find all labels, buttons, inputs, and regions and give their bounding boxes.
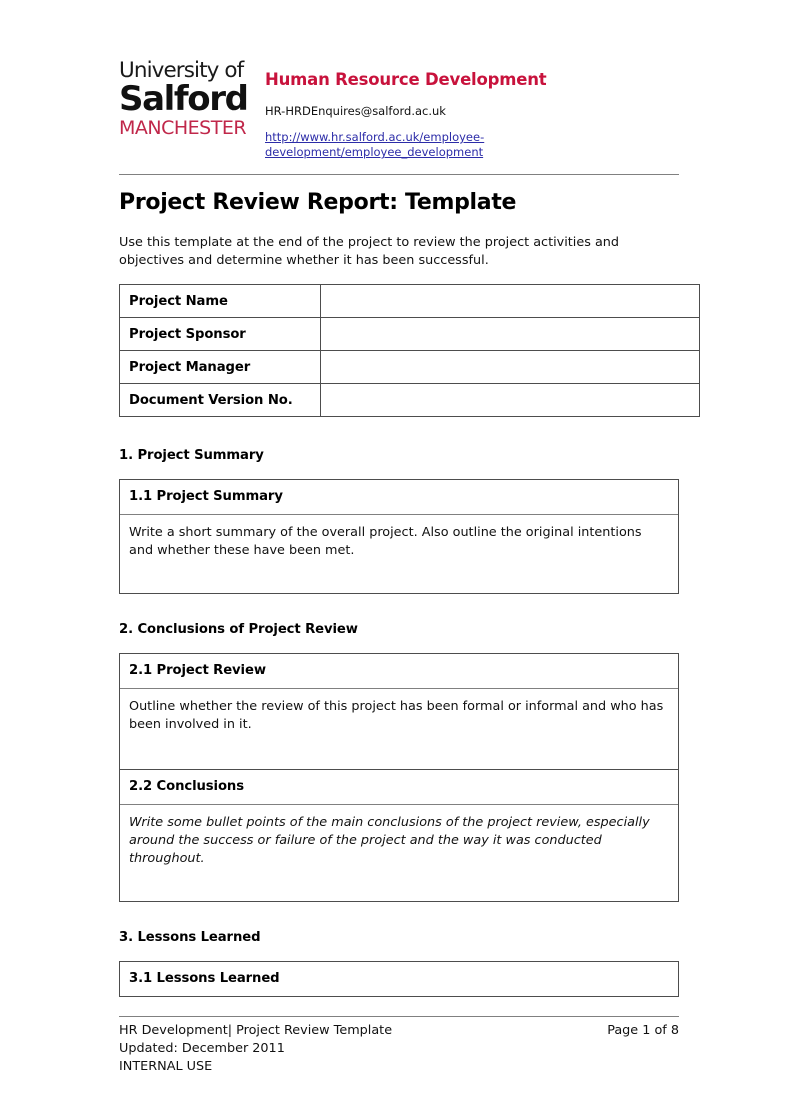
footer-line-2: Updated: December 2011	[119, 1041, 285, 1057]
logo-line-university: University of	[119, 58, 244, 83]
info-value-project-name[interactable]	[321, 285, 700, 318]
box-header-1-1: 1.1 Project Summary	[120, 480, 678, 515]
table-row	[120, 351, 700, 384]
footer-line-3: INTERNAL USE	[119, 1059, 213, 1075]
intro-paragraph: Use this template at the end of the project to review the project activities and objectives and determine whether it has been successful.	[119, 235, 620, 269]
logo-line-manchester: MANCHESTER	[119, 117, 247, 139]
department-title: Human Resource Development	[265, 70, 547, 89]
section-heading-3: 3. Lessons Learned	[119, 930, 261, 945]
table-row	[120, 318, 700, 351]
document-footer	[119, 1022, 679, 1076]
box-header-3-1: 3.1 Lessons Learned	[129, 971, 280, 986]
box-header-2-1: 2.1 Project Review	[120, 654, 678, 689]
document-header	[119, 60, 679, 165]
footer-page-number: Page 1 of 8	[607, 1023, 679, 1038]
section-box-3-1	[119, 961, 679, 997]
header-contact-block	[265, 71, 675, 161]
table-row	[120, 384, 700, 417]
page-title: Project Review Report: Template	[119, 190, 517, 215]
department-url-link[interactable]: http://www.hr.salford.ac.uk/employee-development/employee_development	[265, 129, 485, 160]
footer-divider-rule	[119, 1016, 679, 1017]
section-heading-1: 1. Project Summary	[119, 448, 264, 463]
university-logo	[119, 60, 249, 138]
department-email: HR-HRDEnquires@salford.ac.uk	[265, 104, 446, 119]
footer-line-1: HR Development| Project Review Template	[119, 1023, 393, 1038]
section-box-1-1	[119, 479, 679, 594]
info-value-project-manager[interactable]	[321, 351, 700, 384]
info-label: Project Sponsor	[120, 318, 321, 351]
header-divider-rule	[119, 174, 679, 175]
box-header-2-2: 2.2 Conclusions	[120, 769, 678, 805]
info-value-document-version[interactable]	[321, 384, 700, 417]
info-label: Project Name	[120, 285, 321, 318]
info-value-project-sponsor[interactable]	[321, 318, 700, 351]
info-label: Project Manager	[120, 351, 321, 384]
table-row	[120, 285, 700, 318]
info-label: Document Version No.	[120, 384, 321, 417]
box-body-2-1[interactable]: Outline whether the review of this project has been formal or informal and who has been involved in it.	[129, 698, 664, 732]
logo-line-salford: Salford	[119, 79, 248, 119]
project-info-table	[119, 284, 700, 417]
section-heading-2: 2. Conclusions of Project Review	[119, 622, 358, 637]
box-body-1-1[interactable]: Write a short summary of the overall project. Also outline the original intentions and whether these have been met.	[129, 524, 642, 558]
section-box-2	[119, 653, 679, 902]
box-body-2-2[interactable]: Write some bullet points of the main conclusions of the project review, especially around the success or failure of the project and the way it was conducted throughout.	[129, 814, 650, 866]
